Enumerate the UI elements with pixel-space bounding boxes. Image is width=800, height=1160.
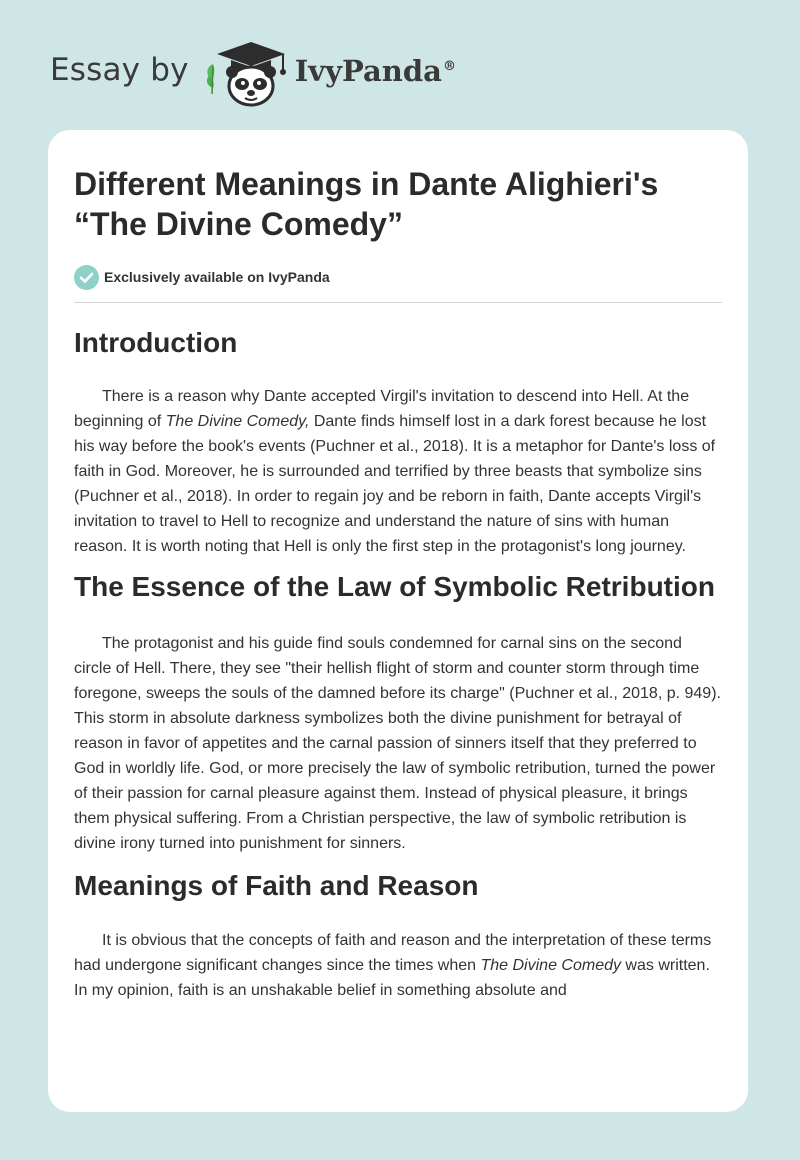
section-heading-faith-and-reason: Meanings of Faith and Reason xyxy=(74,870,479,901)
check-circle-icon xyxy=(74,265,99,290)
title-divider xyxy=(74,302,722,303)
section-paragraph-symbolic-retribution: The protagonist and his guide find souls condemned for carnal sins on the second circle of Hell. There, they see "their hellish flight of storm and counter storm through time foregone, sweeps the souls of the damned before its charge" (Puchner et al., 2018, p. 949). This storm in absolute darkness symbolizes both the divine punishment for betrayal of reason in favor of appetites and the carnal passion of sinners itself that they preferred to God in worldly life. God, or more precisely the law of symbolic retribution, turned the power of their passion for carnal pleasure against them. Instead of physical pleasure, it brings them physical suffering. From a Christian perspective, the law of symbolic retribution is divine irony turned into punishment for sinners. xyxy=(74,635,721,852)
brand-prefix: Essay by xyxy=(50,52,189,88)
brand-name: IvyPanda® xyxy=(294,54,456,88)
essay-title: Different Meanings in Dante Alighieri's “The Divine Comedy” xyxy=(74,166,659,242)
exclusive-badge xyxy=(74,264,722,290)
section-heading-symbolic-retribution: The Essence of the Law of Symbolic Retribution xyxy=(74,571,715,602)
section-paragraph-introduction: There is a reason why Dante accepted Virgil's invitation to descend into Hell. At the beginning of The Divine Comedy, Dante finds himself lost in a dark forest because he lost his way before the book's events (Puchner et al., 2018). It is a metaphor for Dante's loss of faith in God. Moreover, he is surrounded and terrified by three beasts that symbolize sins (Puchner et al., 2018). In order to regain joy and be reborn in faith, Dante accepts Virgil's invitation to travel to Hell to recognize and understand the nature of sins with human reason. It is worth noting that Hell is only the first step in the protagonist's long journey. xyxy=(74,388,716,555)
section-paragraph-faith-and-reason: It is obvious that the concepts of faith and reason and the interpretation of these terms had undergone significant changes since the times when The Divine Comedy was written. In my opinion, faith is an unshakable belief in something absolute and xyxy=(74,932,712,999)
essay-card xyxy=(48,130,748,1112)
badge-text: Exclusively available on IvyPanda xyxy=(104,269,330,285)
section-heading-introduction: Introduction xyxy=(74,327,238,358)
book-title-italic: The Divine Comedy, xyxy=(165,413,310,430)
brand-header xyxy=(50,36,456,110)
book-title-italic: The Divine Comedy xyxy=(480,957,621,974)
panda-graduation-cap-icon xyxy=(203,36,293,110)
registered-mark: ® xyxy=(442,59,456,75)
